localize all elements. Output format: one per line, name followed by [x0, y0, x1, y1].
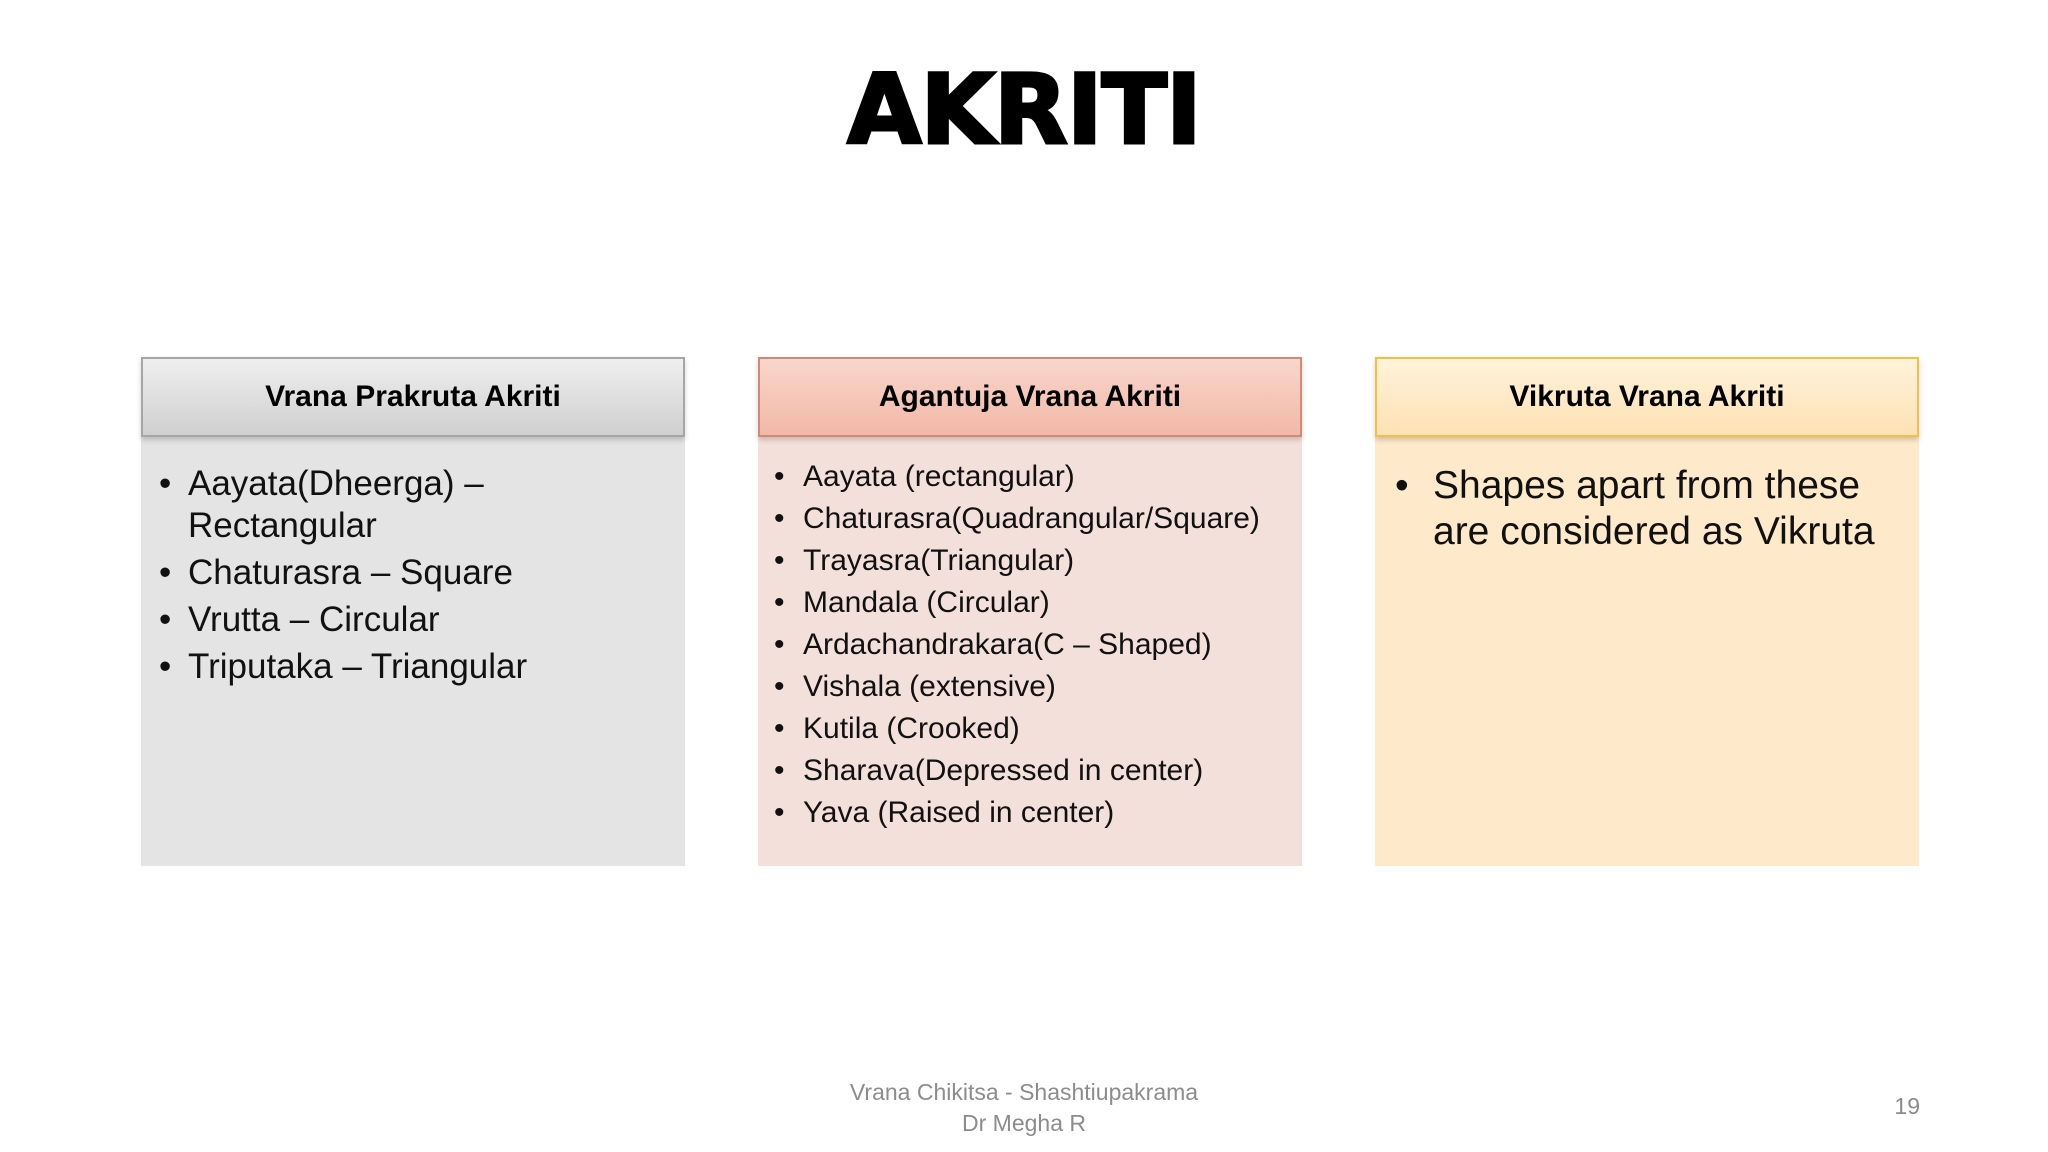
slide-title: AKRITI [847, 54, 1201, 166]
list-item-text: Shapes apart from these are considered as Vikruta [1433, 464, 1875, 553]
bullet-icon: • [774, 796, 785, 829]
footer-line-course: Vrana Chikitsa - Shashtiupakrama [849, 1079, 1199, 1105]
bullet-list [159, 463, 665, 688]
bullet-icon: • [774, 712, 785, 745]
list-item-text: Yava (Raised in center) [803, 796, 1115, 829]
list-item-text: Vishala (extensive) [803, 670, 1056, 703]
bullet-icon: • [159, 464, 172, 503]
list-item [774, 666, 1290, 708]
panel-header-vikruta: Vikruta Vrana Akriti [1375, 357, 1919, 437]
list-item-text: Kutila (Crooked) [803, 712, 1020, 745]
bullet-list [1395, 463, 1889, 555]
list-item [159, 463, 665, 547]
list-item [1395, 463, 1889, 555]
list-item-text: Vrutta – Circular [188, 600, 440, 639]
bullet-icon: • [1395, 464, 1409, 507]
footer-text [624, 1077, 1424, 1139]
list-item-text: Chaturasra(Quadrangular/Square) [803, 502, 1260, 535]
panel-header-agantuja: Agantuja Vrana Akriti [758, 357, 1302, 437]
footer-line-author: Dr Megha R [962, 1110, 1086, 1136]
list-item [159, 552, 665, 594]
panel-body-vikruta [1375, 437, 1919, 866]
bullet-icon: • [774, 460, 785, 493]
panel-prakruta [141, 357, 685, 866]
list-item [774, 456, 1290, 498]
list-item [774, 540, 1290, 582]
panel-agantuja [758, 357, 1302, 866]
list-item-text: Ardachandrakara(C – Shaped) [803, 628, 1212, 661]
list-item-text: Mandala (Circular) [803, 586, 1050, 619]
list-item [774, 498, 1290, 540]
panel-body-prakruta [141, 437, 685, 866]
bullet-icon: • [774, 586, 785, 619]
list-item [774, 750, 1290, 792]
list-item [774, 708, 1290, 750]
list-item [159, 646, 665, 688]
bullet-icon: • [774, 670, 785, 703]
list-item [774, 582, 1290, 624]
panel-body-agantuja [758, 437, 1302, 866]
list-item [774, 792, 1290, 834]
list-item-text: Sharava(Depressed in center) [803, 754, 1204, 787]
list-item-text: Aayata (rectangular) [803, 460, 1075, 493]
list-item-text: Aayata(Dheerga) – Rectangular [188, 464, 484, 545]
bullet-icon: • [774, 628, 785, 661]
page-number: 19 [1894, 1093, 1920, 1119]
list-item-text: Trayasra(Triangular) [803, 544, 1075, 577]
list-item-text: Chaturasra – Square [188, 553, 513, 592]
panel-vikruta [1375, 357, 1919, 866]
panel-header-prakruta: Vrana Prakruta Akriti [141, 357, 685, 437]
list-item [159, 599, 665, 641]
bullet-icon: • [159, 553, 172, 592]
bullet-icon: • [159, 647, 172, 686]
bullet-icon: • [159, 600, 172, 639]
bullet-icon: • [774, 544, 785, 577]
bullet-icon: • [774, 754, 785, 787]
list-item-text: Triputaka – Triangular [188, 647, 528, 686]
bullet-icon: • [774, 502, 785, 535]
list-item [774, 624, 1290, 666]
bullet-list [774, 456, 1290, 834]
